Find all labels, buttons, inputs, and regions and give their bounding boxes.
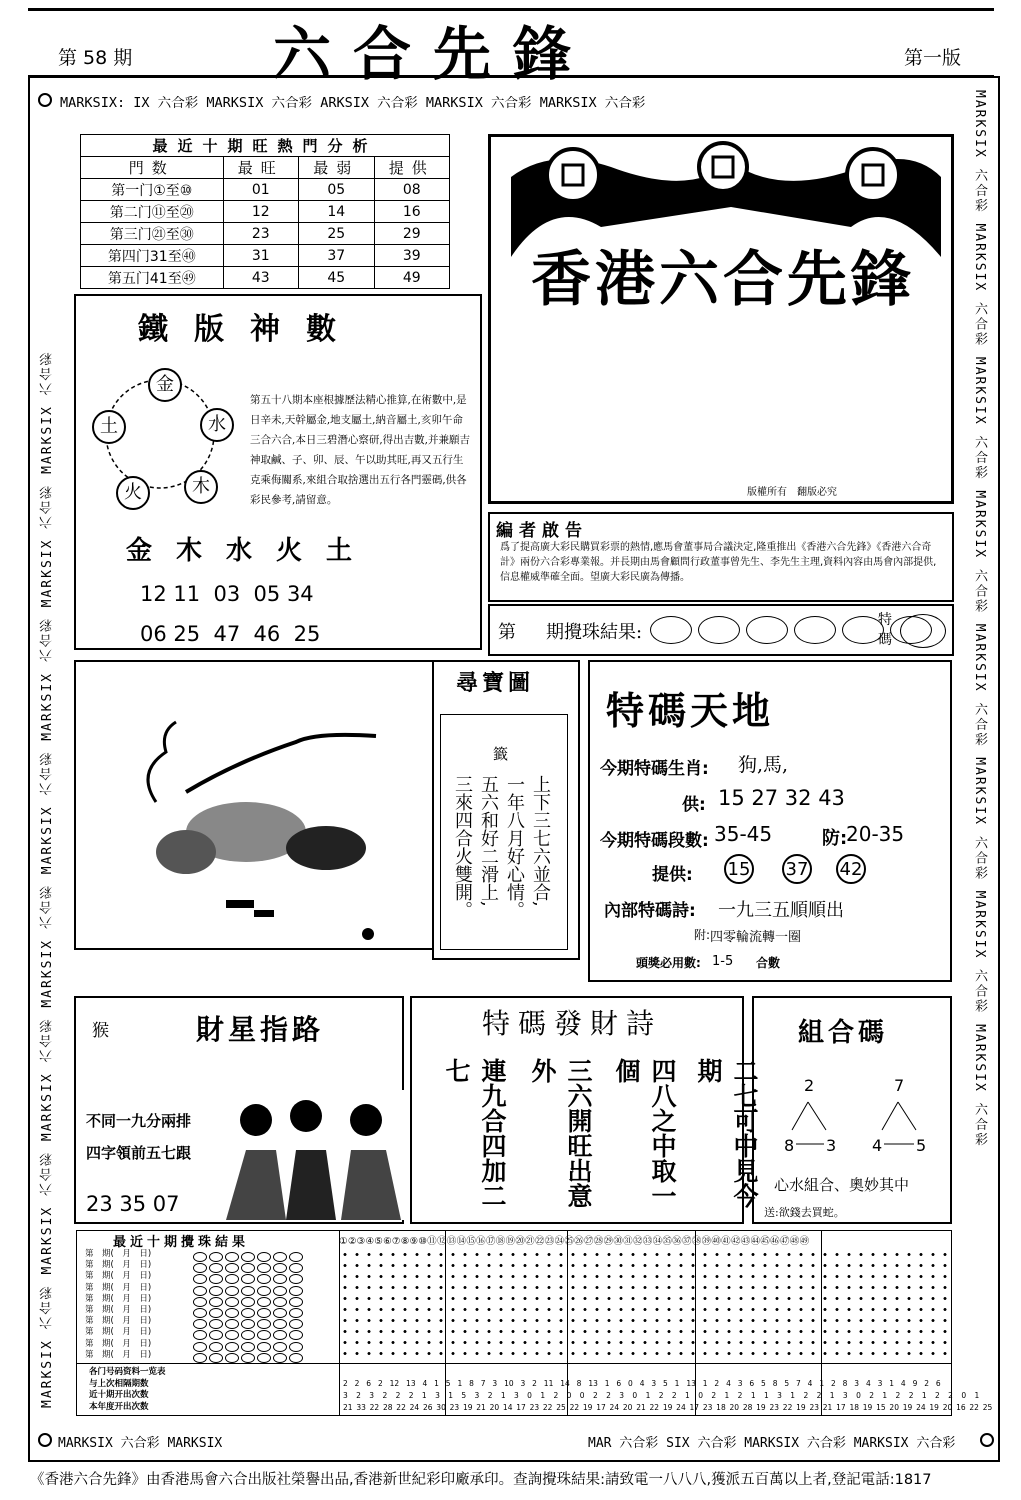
table-row: 第三门㉑至㉚ 23 25 29 bbox=[81, 223, 450, 245]
element-wood: 木 bbox=[184, 470, 218, 504]
cat-tree-illustration bbox=[76, 662, 432, 948]
tiebang-nums-1: 12 11 03 05 34 bbox=[140, 582, 314, 606]
combo-note: 送:欲錢去買蛇。 bbox=[764, 1206, 845, 1219]
hot-header-2: 最弱 bbox=[299, 157, 374, 179]
notice-box bbox=[488, 512, 954, 602]
notice-title: 編者啟告 bbox=[496, 521, 588, 541]
combo-left-br: 3 bbox=[826, 1136, 837, 1155]
tema-box bbox=[588, 660, 952, 982]
left-side-banner: MARKSIX 六合彩 MARKSIX 六合彩 MARKSIX 六合彩 MARKSIX 六合彩 MARKSIX 六合彩 MARKSIX 六合彩 MARKSIX 六合彩 MARKSIX 六合彩 bbox=[40, 350, 55, 1408]
special-oval bbox=[900, 614, 946, 648]
result-prefix: 第 bbox=[498, 622, 516, 643]
attach-value: 四零輪流轉一圈 bbox=[710, 930, 802, 945]
hot-header-0: 門数 bbox=[81, 157, 224, 179]
combo-text: 心水組合、奧妙其中 bbox=[774, 1176, 910, 1194]
issue-label: 第 58 期 bbox=[58, 47, 133, 69]
range-value: 35-45 bbox=[714, 822, 773, 846]
poem-value: 一九三五順順出 bbox=[718, 900, 844, 921]
combo-triangles bbox=[754, 1094, 954, 1174]
head-value: 1-5 bbox=[712, 954, 734, 969]
right-side-banner: MARKSIX 六合彩 MARKSIX 六合彩 MARKSIX 六合彩 MARKSIX 六合彩 MARKSIX 六合彩 MARKSIX 六合彩 MARKSIX 六合彩 MARKSIX 六合彩 bbox=[972, 90, 987, 1148]
drawing-box bbox=[74, 660, 434, 950]
notice-text: 爲了提高廣大彩民購買彩票的熱情,應馬會董事局合議決定,隆重推出《香港六合先鋒》《香港六合奇計》兩份六合彩專業報。并長期由馬會顧問行政董事曾先生、李先生主理,資料內容由馬會內部提供,信息權威準確全面。望廣大彩民廣為傳播。 bbox=[500, 542, 937, 583]
supply-label: 供: bbox=[682, 795, 706, 815]
combo-right-br: 5 bbox=[916, 1136, 927, 1155]
hot-table-title: 最近十期旺熱門分析 bbox=[81, 135, 450, 157]
wealth-zodiac: 猴 bbox=[92, 1021, 109, 1041]
flower-icon bbox=[38, 1432, 52, 1451]
draw-col-numbers: ①②③④⑤⑥⑦⑧⑨⑩⑪⑫⑬⑭⑮⑯⑰⑱⑲⑳㉑㉒㉓㉔㉕㉖㉗㉘㉙㉚㉛㉜㉝㉞㉟㊱㊲㊳㊴㊵㊶㊷㊸㊹㊺㊻㊼㊽㊾ bbox=[339, 1236, 810, 1247]
combo-left-bl: 8 bbox=[784, 1136, 795, 1155]
tiebang-text: 第五十八期本座根據歷法精心推算,在術數中,是日辛未,天幹屬金,地支屬土,納音屬土,亥卯午命三合六合,本日三碧潛心察研,得出吉數,并兼願吉神取鹹、子、卯、辰、午以助其旺,再又五行生克乘侮關系,來組合取捨選出五行各門靈碼,供各彩民參考,請留意。 bbox=[250, 394, 471, 506]
hot-header-3: 提供 bbox=[374, 157, 449, 179]
calendar-header: 籤 bbox=[493, 745, 509, 763]
tema-poem-box: 特碼發財詩 二七可中見今期 四八之中取一個 三六開旺出意外 連九合四加二七 bbox=[410, 996, 744, 1224]
poem-label: 內部特碼詩: bbox=[604, 901, 696, 921]
tiebang-box bbox=[74, 294, 482, 650]
flower-icon bbox=[980, 1432, 994, 1451]
draw-oval-grid bbox=[193, 1251, 305, 1363]
guard-value: 20-35 bbox=[846, 822, 905, 846]
element-water: 水 bbox=[200, 408, 234, 442]
table-row: 第一门①至⑩ 01 05 08 bbox=[81, 179, 450, 201]
bottom-banner-left: MARKSIX 六合彩 MARKSIX bbox=[58, 1436, 223, 1451]
result-label: 期攪珠結果: bbox=[546, 622, 643, 643]
ten-row: 3 2 3 2 2 2 1 3 1 5 3 2 1 3 0 1 2 0 0 2 2 3 0 1 2 2 1 0 2 1 2 1 1 3 1 2 2 1 3 0 2 1 2 2 1 2 2 0 1 bbox=[343, 1391, 980, 1400]
combo-left-top: 2 bbox=[804, 1076, 815, 1095]
treasure-title: 尋寶圖 bbox=[456, 670, 535, 696]
provide-number: 15 bbox=[724, 854, 754, 884]
tiebang-title: 鐵版神數 bbox=[138, 312, 362, 347]
tiebang-nums-2: 06 25 47 46 25 bbox=[140, 622, 321, 646]
gap-row: 2 2 6 2 12 13 4 1 5 1 8 7 3 10 3 2 11 14 8 13 1 6 0 4 3 5 1 13 1 2 4 3 6 5 8 5 7 4 1 2 8 3 4 3 1 4 9 2 6 bbox=[343, 1379, 941, 1388]
special-label: 特碼 bbox=[878, 612, 892, 648]
zodiac-value: 狗,馬, bbox=[738, 754, 789, 776]
draw-table-title: 最近十期攪珠結果 bbox=[113, 1235, 250, 1250]
footer-text: 《香港六合先鋒》由香港馬會六合出版社榮譽出品,香港新世紀彩印廠承印。查詢攪珠結果:請致電一八八八,獲派五百萬以上者,登記電話:1817 bbox=[30, 1472, 932, 1488]
combo-right-top: 7 bbox=[894, 1076, 905, 1095]
table-row: 第四门31至㊵ 31 37 39 bbox=[81, 245, 450, 267]
table-row: 第二门⑪至⑳ 12 14 16 bbox=[81, 201, 450, 223]
divider bbox=[77, 1363, 951, 1364]
draw-table-box bbox=[76, 1230, 993, 1416]
element-fire: 火 bbox=[116, 476, 150, 510]
combo-title: 組合碼 bbox=[798, 1018, 889, 1048]
table-row: 第五门41至㊾ 43 45 49 bbox=[81, 267, 450, 289]
hot-table-box bbox=[72, 128, 482, 288]
logo-box bbox=[488, 134, 954, 504]
draw-row-labels: 第 期( 月 日) 第 期( 月 日) 第 期( 月 日) 第 期( 月 日) 第 期( 月 日) 第 期( 月 日) 第 期( 月 日) 第 期( 月 日) 第 期( 月 日) 第 期( 月 日) bbox=[85, 1249, 152, 1360]
element-earth: 土 bbox=[92, 410, 126, 444]
range-label: 今期特碼段數: bbox=[600, 831, 709, 851]
provide-number: 42 bbox=[836, 854, 866, 884]
element-metal: 金 bbox=[148, 368, 182, 402]
hot-table bbox=[80, 134, 450, 289]
page-title: 六合先鋒 bbox=[273, 20, 594, 88]
provide-number: 37 bbox=[782, 854, 812, 884]
treasure-poem: 上下三七六並合, 一年八月好心情。 五六和好二滑上, 三來四合火雙開。 bbox=[452, 775, 551, 919]
guard-label: 防: bbox=[822, 828, 848, 849]
draw-footer-labels: 各门号码资料一览表 与上次相隔期数 近十期开出次数 本年度开出次数 bbox=[89, 1367, 166, 1412]
wealth-box bbox=[74, 996, 404, 1224]
combo-right-bl: 4 bbox=[872, 1136, 883, 1155]
provide-label: 提供: bbox=[652, 865, 693, 885]
tema-poem-title: 特碼發財詩 bbox=[482, 1007, 663, 1040]
tema-title: 特碼天地 bbox=[606, 689, 775, 733]
attach-label: 附: bbox=[694, 928, 711, 942]
wealth-nums: 23 35 07 bbox=[86, 1192, 180, 1216]
header bbox=[28, 8, 994, 88]
edition-label: 第一版 bbox=[904, 47, 962, 69]
logo-title: 香港六合先鋒 bbox=[531, 245, 915, 315]
calendar-frame bbox=[440, 714, 568, 950]
zodiac-label: 今期特碼生肖: bbox=[600, 759, 709, 779]
bottom-banner-right: MAR 六合彩 SIX 六合彩 MARKSIX 六合彩 MARKSIX 六合彩 bbox=[588, 1436, 956, 1451]
figures-illustration bbox=[216, 1090, 406, 1220]
wealth-line-2: 四字領前五七跟 bbox=[86, 1144, 192, 1162]
combo-box bbox=[752, 996, 952, 1224]
wealth-title: 財星指路 bbox=[196, 1013, 325, 1046]
top-banner: MARKSIX: IX 六合彩 MARKSIX 六合彩 ARKSIX 六合彩 MARKSIX 六合彩 MARKSIX 六合彩 bbox=[60, 96, 646, 111]
copyright-text: 版權所有 翻版必究 bbox=[747, 487, 837, 498]
wealth-line-1: 不同一九分兩排 bbox=[86, 1112, 192, 1130]
head-label: 頭獎必用數: bbox=[636, 956, 701, 970]
result-box bbox=[488, 604, 954, 656]
flower-icon bbox=[38, 92, 52, 111]
head-suffix: 合數 bbox=[756, 956, 781, 970]
supply-value: 15 27 32 43 bbox=[718, 786, 845, 810]
treasure-box bbox=[432, 660, 580, 960]
year-row: 21 33 22 28 22 24 26 30 23 19 21 20 14 17 23 22 25 22 19 17 24 20 21 22 19 24 17 23 18 20 28 19 23 22 19 23 21 17 18 19 15 20 19 24 19 20 16 22 25 bbox=[343, 1403, 993, 1412]
hot-header-1: 最旺 bbox=[223, 157, 298, 179]
elements-label: 金木水火土 bbox=[126, 536, 377, 566]
